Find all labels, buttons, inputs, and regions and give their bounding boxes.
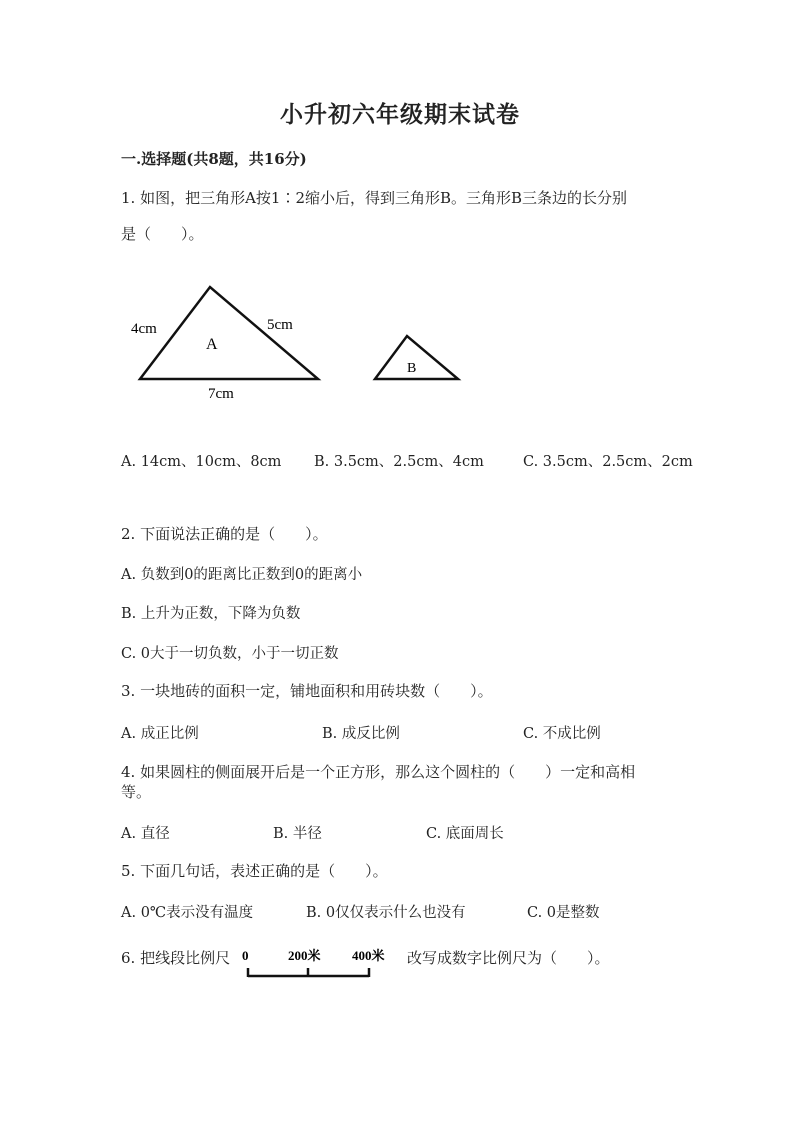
- question-4-text: 4. 如果圆柱的侧面展开后是一个正方形，那么这个圆柱的（ ）一定和高相: [121, 763, 636, 781]
- question-3-text: 3. 一块地砖的面积一定，铺地面积和用砖块数（ ）。: [121, 682, 493, 700]
- question-2-option-c[interactable]: C. 0大于一切负数，小于一切正数: [121, 646, 339, 662]
- question-4-option-b[interactable]: B. 半径: [273, 826, 322, 842]
- question-3-option-a[interactable]: A. 成正比例: [121, 726, 199, 742]
- question-3-option-c[interactable]: C. 不成比例: [523, 726, 601, 742]
- question-5-option-a[interactable]: A. 0℃表示没有温度: [121, 905, 254, 921]
- question-6-text: 6. 把线段比例尺: [121, 949, 231, 967]
- question-4-option-a[interactable]: A. 直径: [121, 826, 170, 842]
- question-1-option-b[interactable]: B. 3.5cm、2.5cm、4cm: [314, 454, 484, 470]
- scale-bar-tick-0: 0: [242, 948, 249, 963]
- section-heading: 一.选择题(共8题，共16分): [121, 150, 307, 168]
- page-title: 小升初六年级期末试卷: [280, 101, 520, 128]
- scale-bar-figure: [238, 944, 398, 986]
- question-5-option-c[interactable]: C. 0是整数: [527, 905, 600, 921]
- triangle-b-label: B: [407, 361, 417, 376]
- question-2-option-a[interactable]: A. 负数到0的距离比正数到0的距离小: [121, 567, 363, 583]
- triangle-a-side-left: 4cm: [131, 321, 157, 337]
- triangle-a-side-bottom: 7cm: [208, 386, 234, 402]
- scale-bar-tick-200: 200米: [288, 948, 321, 963]
- triangle-a-label: A: [206, 336, 218, 353]
- question-5-text: 5. 下面几句话，表述正确的是（ ）。: [121, 862, 388, 880]
- question-1-text: 1. 如图，把三角形A按1∶2缩小后，得到三角形B。三角形B三条边的长分别: [121, 189, 628, 207]
- triangle-a-shape: [140, 287, 318, 379]
- question-4-text-cont: 等。: [121, 783, 152, 801]
- question-1-option-a[interactable]: A. 14cm、10cm、8cm: [121, 454, 282, 470]
- triangle-b-shape: [375, 336, 458, 379]
- question-2-text: 2. 下面说法正确的是（ ）。: [121, 525, 328, 543]
- question-4-option-c[interactable]: C. 底面周长: [426, 826, 504, 842]
- question-5-option-b[interactable]: B. 0仅仅表示什么也没有: [306, 905, 466, 921]
- question-3-option-b[interactable]: B. 成反比例: [322, 726, 400, 742]
- question-6-text-cont: 改写成数字比例尺为（ ）。: [407, 949, 610, 967]
- question-1-option-c[interactable]: C. 3.5cm、2.5cm、2cm: [523, 454, 693, 470]
- triangle-a-side-right: 5cm: [267, 317, 293, 333]
- scale-bar-tick-400: 400米: [352, 948, 385, 963]
- triangle-figure: [110, 275, 480, 405]
- question-2-option-b[interactable]: B. 上升为正数，下降为负数: [121, 606, 301, 622]
- question-1-text-cont: 是（ ）。: [121, 225, 204, 243]
